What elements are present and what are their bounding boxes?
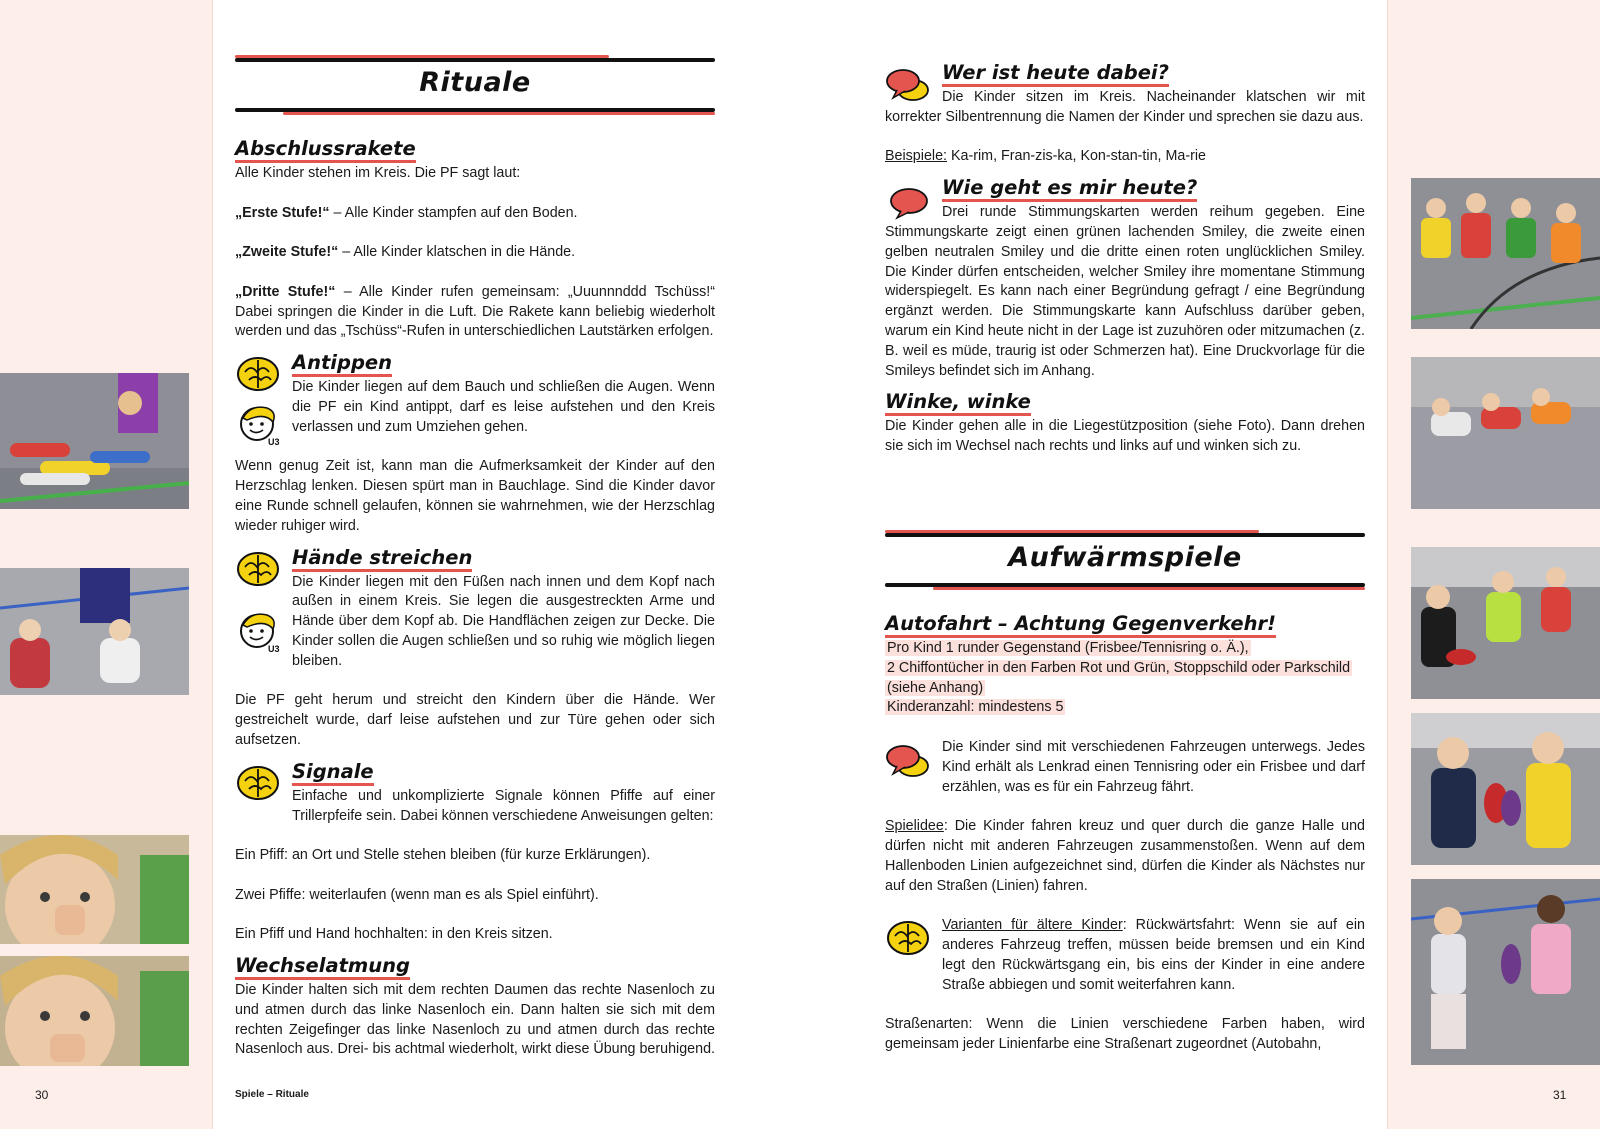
stage3-label: „Dritte Stufe!“: [235, 283, 336, 300]
wer-examples: [885, 147, 1365, 167]
autofahrt-idea: [885, 817, 1365, 896]
running-footer: Spiele – Rituale: [235, 1089, 309, 1100]
abschlussrakete-stage3: [235, 283, 715, 342]
material-box: [885, 639, 1365, 718]
stage1-label: „Erste Stufe!“: [235, 204, 330, 221]
u3-child-icon: [237, 400, 281, 446]
abschlussrakete-stage1: [235, 204, 715, 224]
svg-text:U3: U3: [268, 643, 280, 653]
stage3-text: – Alle Kinder rufen gemeinsam: „Uuunnnddd Tschüss!“ Dabei springen die Kinder in die Luft. Die Rakete kann beliebig wiederholt werden und das „Tschüss“-Rufen in unterschiedlichen Lautstärken erfolgen.: [235, 283, 715, 340]
signale-item-1: Ein Pfiff: an Ort und Stelle stehen bleiben (für kurze Erklärungen).: [235, 847, 651, 864]
photo-kreis: [1411, 178, 1600, 329]
section-title-haende-streichen: Hände streichen: [292, 547, 472, 572]
brain-icon: [235, 763, 281, 803]
right-page-column: [885, 62, 1365, 1055]
page-number-right: 31: [1553, 1088, 1567, 1102]
autofahrt-variant: [942, 916, 1365, 995]
material-line-2: 2 Chiffontücher in den Farben Rot und Grün, Stoppschild oder Parkschild: [887, 659, 1351, 676]
photo-autofahrt-2: [1411, 713, 1600, 865]
section-title-abschlussrakete: Abschlussrakete: [235, 138, 416, 163]
autofahrt-talk-text: Die Kinder sind mit verschiedenen Fahrzeugen unterwegs. Jedes Kind erhält als Lenkrad einen Tennisring oder ein Frisbee und darf erzählen, was es für ein Fahrzeug fährt.: [942, 738, 1365, 795]
brain-icon: [885, 918, 931, 958]
idea-text: : Die Kinder fahren kreuz und quer durch die ganze Halle und dürfen nicht mit anderen Fahrzeugen zusammenstoßen. Wenn auf dem Hallenboden Linien aufgezeichnet sind, dürfen die Kinder als Nächstes nur auf den Straßen (Linien) fahren.: [885, 818, 1365, 894]
photo-wechselatmung-1: [0, 835, 189, 944]
photo-haende-streichen: [0, 568, 189, 695]
antippen-text-1: Die Kinder liegen auf dem Bauch und schließen die Augen. Wenn die PF ein Kind antippt, darf es leise aufstehen und den Kreis verlassen und zum Umziehen gehen.: [292, 379, 715, 435]
winke-text: Die Kinder gehen alle in die Liegestützposition (siehe Foto). Dann drehen sie sich im Wechsel nach rechts und links auf und winken sich zu.: [885, 418, 1365, 455]
brain-icon: [235, 354, 281, 394]
section-title-autofahrt: Autofahrt – Achtung Gegenverkehr!: [885, 613, 1276, 638]
stage2-label: „Zweite Stufe!“: [235, 244, 339, 261]
photo-antippen: [0, 373, 189, 509]
variant-label: Varianten für ältere Kinder: [942, 917, 1123, 934]
speech-bubbles-icon: [885, 66, 931, 106]
signale-item-2: Zwei Pfiffe: weiterlaufen (wenn man es als Spiel einführt).: [235, 886, 599, 903]
material-line-4: Kinderanzahl: mindestens 5: [887, 699, 1064, 716]
autofahrt-variant-block: [885, 916, 1365, 995]
section-title-winke-winke: Winke, winke: [885, 391, 1031, 416]
photo-liegestuetz: [1411, 357, 1600, 509]
autofahrt-talk-block: [885, 738, 1365, 797]
chapter-title: Rituale: [419, 67, 531, 98]
left-page-column: [235, 52, 715, 1060]
chapter-bar-bottom: [235, 108, 715, 112]
haende-text-2: Die PF geht herum und streicht den Kindern über die Hände. Wer gestreichelt wurde, darf leise aufstehen und zur Türe gehen oder sich aufsetzen.: [235, 692, 715, 748]
haende-text-1: Die Kinder liegen mit den Füßen nach innen und dem Kopf nach außen in einem Kreis. Sie legen die ausgestreckten Arme und Hände über dem Kopf ab. Die Handflächen zeigen zur Decke. Die Kinder sollen die Augen schließen und so ruhig wie möglich liegen bleiben.: [292, 573, 715, 669]
wie-block: [885, 177, 1365, 202]
section-title-antippen: Antippen: [292, 352, 392, 377]
signale-block: [235, 761, 715, 827]
chapter-bar-top: [235, 58, 715, 62]
haende-block: [235, 547, 715, 672]
page-number-left: 30: [35, 1088, 49, 1102]
examples-text: Ka-rim, Fran-zis-ka, Kon-stan-tin, Ma-rie: [947, 148, 1206, 165]
signale-item-3: Ein Pfiff und Hand hochhalten: in den Kreis sitzen.: [235, 926, 553, 943]
abschlussrakete-intro: Alle Kinder stehen im Kreis. Die PF sagt laut:: [235, 165, 521, 181]
photo-wechselatmung-2: [0, 956, 189, 1066]
chapter-header-rituale: [235, 52, 715, 116]
wechsel-text: Die Kinder halten sich mit dem rechten Daumen das rechte Nasenloch zu und atmen durch das linke Nasenloch ein. Dann halten sie sich mit dem rechten Zeigefinger das linke Nasenloch zu und atmen durch das rechte Nasenloch aus. Drei- bis achtmal wiederholt, wirkt diese Übung beruhigend.: [235, 982, 715, 1058]
stage2-text: – Alle Kinder klatschen in die Hände.: [338, 244, 576, 261]
antippen-text-2: Wenn genug Zeit ist, kann man die Aufmerksamkeit der Kinder auf den Herzschlag lenken. Diesen spürt man in Bauchlage. Sind die Kinder davor eine Runde schnell gelaufen, können sie wahrnehmen, wie der Herzschlag wieder ruhiger wird.: [235, 458, 715, 534]
speech-bubbles-icon: [885, 742, 931, 782]
material-line-3: (siehe Anhang): [887, 679, 984, 696]
antippen-block: [235, 351, 715, 447]
section-title-wer-ist-heute-dabei: Wer ist heute dabei?: [942, 62, 1169, 87]
chapter-bar-top: [885, 533, 1365, 537]
section-title-wie-geht-es-mir-heute: Wie geht es mir heute?: [942, 177, 1197, 202]
chapter-title-right: Aufwärmspiele: [1008, 541, 1242, 573]
wer-block: [885, 62, 1365, 87]
wer-text: Die Kinder sitzen im Kreis. Nacheinander klatschen wir mit korrekter Silbentrennung die Namen der Kinder und sprechen sie dazu aus.: [885, 89, 1365, 125]
abschlussrakete-stage2: [235, 243, 715, 263]
speech-bubbles-icon: [885, 181, 931, 221]
photo-autofahrt-3: [1411, 879, 1600, 1065]
variant-text: : Rückwärtsfahrt: Wenn sie auf ein anderes Fahrzeug treffen, müssen beide bremsen und ein Kind legt den Rückwärtsgang ein, bis eins der Kinder in eine andere Straße abbiegen und somit weiterfahren kann.: [942, 917, 1365, 993]
brain-icon: [235, 549, 281, 589]
section-title-wechselatmung: Wechselatmung: [235, 955, 410, 980]
autofahrt-streets: Straßenarten: Wenn die Linien verschiedene Farben haben, wird gemeinsam jeder Linienfarbe eine Straßenart zugeordnet (Autobahn,: [885, 1016, 1365, 1052]
idea-label: Spielidee: [885, 818, 944, 835]
section-title-signale: Signale: [292, 761, 374, 786]
material-line-1: Pro Kind 1 runder Gegenstand (Frisbee/Tennisring o. Ä.),: [887, 639, 1249, 656]
photo-autofahrt-1: [1411, 547, 1600, 699]
svg-text:U3: U3: [268, 437, 280, 447]
examples-label: Beispiele:: [885, 148, 947, 165]
u3-child-icon: [237, 607, 281, 653]
chapter-header-aufwaermspiele: [885, 527, 1365, 591]
wie-text: Drei runde Stimmungskarten werden reihum gegeben. Eine Stimmungskarte zeigt einen grünen lachenden Smiley, die zweite einen gelben neutralen Smiley und die dritte einen roten unglücklichen Smiley. Die Kinder dürfen entscheiden, welcher Smiley ihre momentane Stimmung widerspiegelt. Es kann nach einer Begründung gefragt / eine Begründung ergänzt werden. Die Stimmungskarte kann Aufschluss darüber geben, warum ein Kind heute nicht in der Lage ist zuzuhören oder mitzumachen (z. B. weil es müde, traurig ist oder Schmerzen hat). Eine Druckvorlage für die Smileys befindet sich im Anhang.: [885, 204, 1365, 379]
signale-text-1: Einfache und unkomplizierte Signale können Pfiffe auf einer Trillerpfeife sein. Dabei können verschiedene Anweisungen gelten:: [292, 787, 715, 824]
stage1-text: – Alle Kinder stampfen auf den Boden.: [329, 204, 578, 221]
chapter-bar-bottom: [885, 583, 1365, 587]
